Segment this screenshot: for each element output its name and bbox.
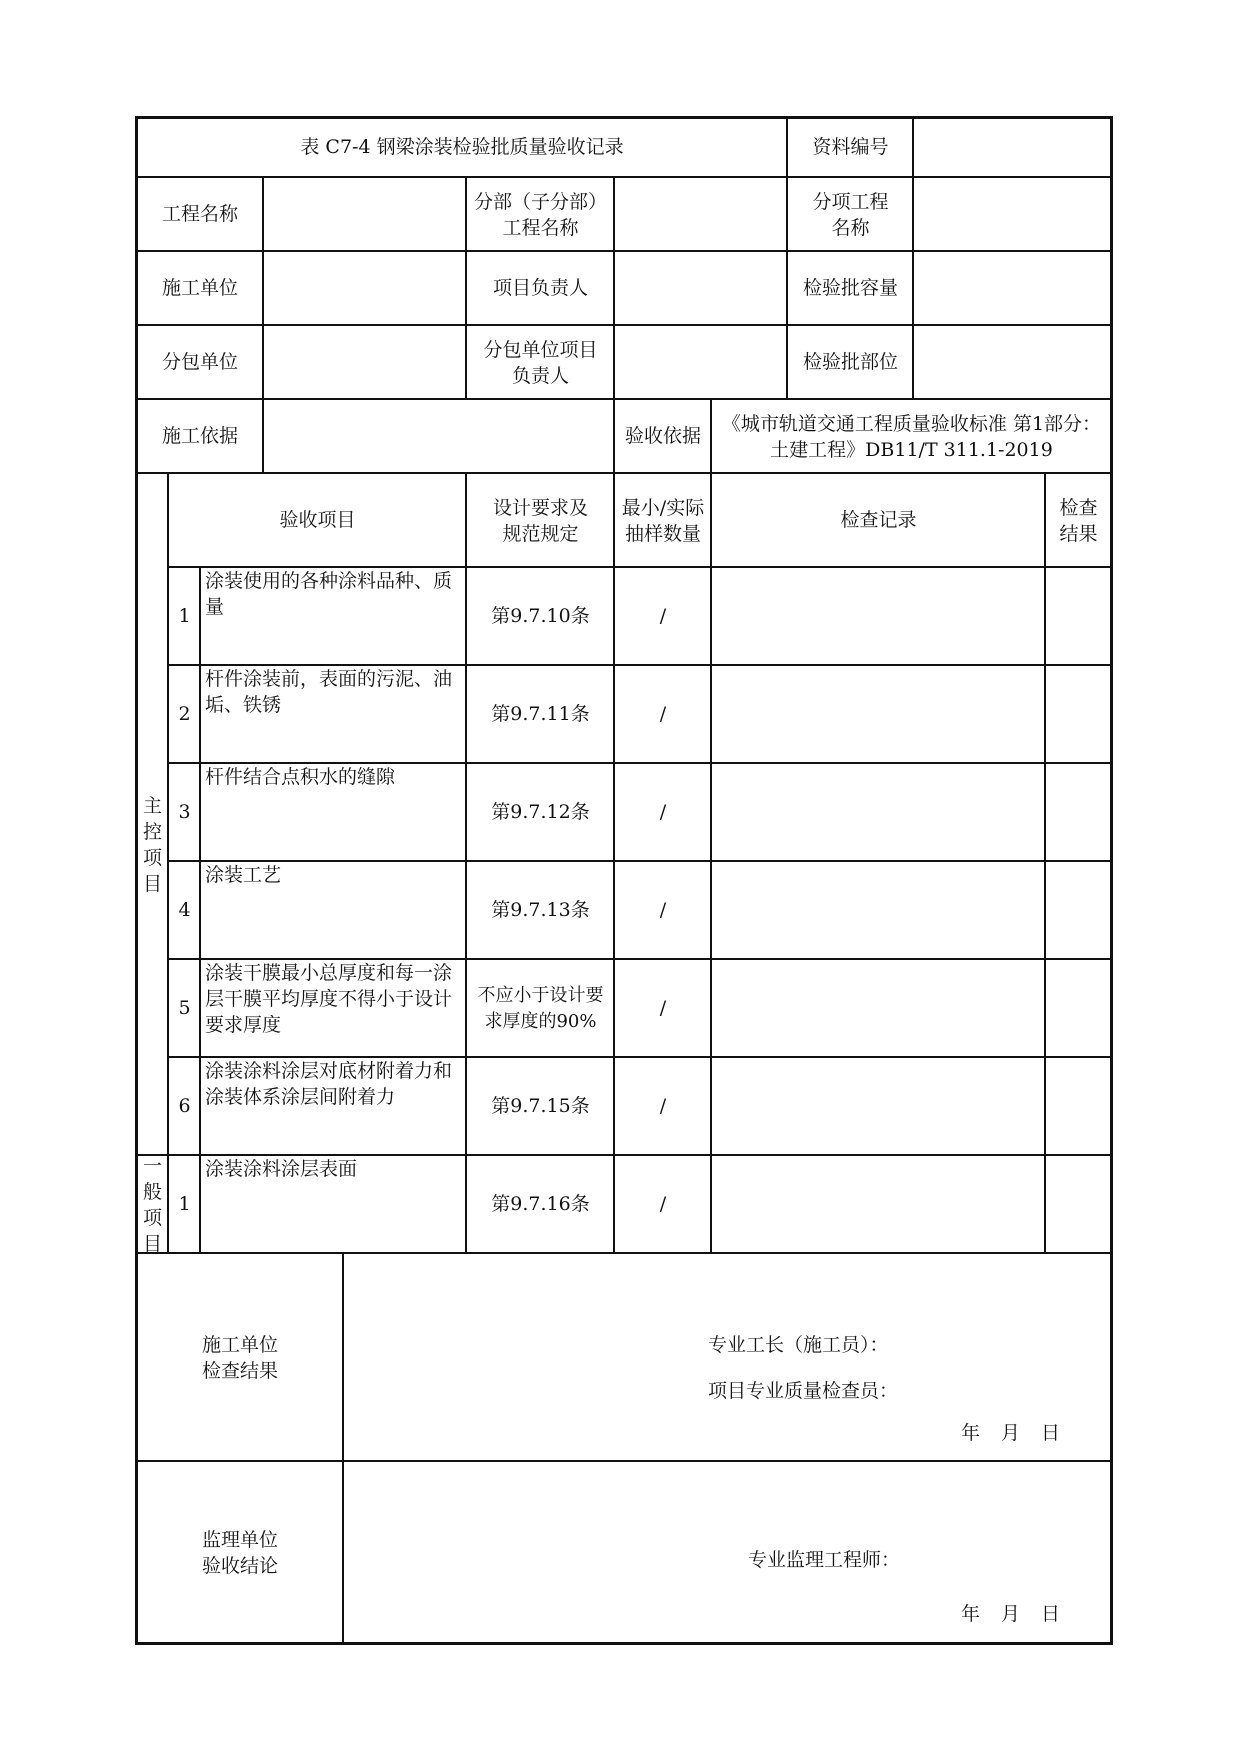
spec-clause: 第9.7.15条 (491, 1095, 590, 1117)
sample-count[interactable]: / (659, 1193, 667, 1215)
inspection-item: 杆件涂装前，表面的污泥、油 垢、铁锈 (205, 668, 453, 716)
construction-basis-field[interactable] (264, 400, 614, 473)
quality-inspector-signature-label: 项目专业质量检查员： (708, 1380, 899, 1402)
supervisor-conclusion-field[interactable] (344, 1462, 1111, 1643)
date-day: 日 (1041, 1603, 1061, 1625)
check-result-field[interactable] (1046, 666, 1111, 763)
form-title: 表 C7-4 钢梁涂装检验批质量验收记录 (300, 136, 624, 158)
row-number: 5 (178, 997, 191, 1019)
construction-basis-label: 施工依据 (161, 425, 238, 447)
contractor-label: 施工单位 (161, 277, 238, 299)
check-result-field[interactable] (1046, 960, 1111, 1057)
inspection-item: 涂装使用的各种涂料品种、质 量 (205, 570, 453, 618)
col-header-design: 设计要求及 规范规定 (492, 496, 588, 545)
check-record-field[interactable] (712, 666, 1045, 763)
col-header-sample: 最小/实际 抽样数量 (621, 496, 705, 545)
col-header-result: 检查 结果 (1059, 496, 1098, 545)
spec-clause: 第9.7.12条 (491, 801, 590, 823)
date-year: 年 (961, 1422, 981, 1444)
inspection-item: 杆件结合点积水的缝隙 (205, 766, 396, 788)
supervisor-conclusion-label: 监理单位 验收结论 (201, 1528, 278, 1577)
inspection-item: 涂装干膜最小总厚度和每一涂 层干膜平均厚度不得小于设计 要求厚度 (205, 962, 453, 1036)
acceptance-basis-label: 验收依据 (624, 425, 701, 447)
check-result-field[interactable] (1046, 764, 1111, 861)
check-record-field[interactable] (712, 1058, 1045, 1155)
sample-count[interactable]: / (659, 801, 667, 823)
subcontractor-field[interactable] (264, 326, 466, 399)
inspection-item: 涂装涂料涂层对底材附着力和 涂装体系涂层间附着力 (205, 1060, 453, 1108)
spec-clause: 第9.7.11条 (491, 703, 590, 725)
doc-number-field[interactable] (914, 118, 1111, 177)
date-day: 日 (1041, 1422, 1061, 1444)
contractor-check-label: 施工单位 检查结果 (201, 1333, 278, 1382)
check-result-field[interactable] (1046, 568, 1111, 665)
subdivision-field[interactable] (615, 178, 787, 251)
subcontractor-label: 分包单位 (161, 351, 238, 373)
check-record-field[interactable] (712, 862, 1045, 959)
project-leader-field[interactable] (615, 252, 787, 325)
col-header-record: 检查记录 (840, 509, 917, 531)
check-result-field[interactable] (1046, 1058, 1111, 1155)
sample-count[interactable]: / (659, 605, 667, 627)
contractor-check-field[interactable] (344, 1254, 1111, 1461)
subdivision-label: 分部（子分部） 工程名称 (473, 190, 607, 239)
sub-leader-label: 分包单位项目 负责人 (483, 338, 598, 387)
inspection-item: 涂装工艺 (205, 864, 282, 886)
batch-location-label: 检验批部位 (802, 351, 898, 373)
main-control-label: 主 控 项 目 (142, 795, 162, 895)
row-number: 1 (178, 605, 191, 627)
sub-leader-field[interactable] (615, 326, 787, 399)
doc-number-label: 资料编号 (812, 136, 889, 158)
acceptance-basis-value: 《城市轨道交通工程质量验收标准 第1部分： 土建工程》DB11/T 311.1-2019 (721, 412, 1102, 461)
batch-location-field[interactable] (914, 326, 1111, 399)
spec-clause: 不应小于设计要 求厚度的90% (477, 984, 604, 1032)
date-year: 年 (961, 1603, 981, 1625)
check-record-field[interactable] (712, 764, 1045, 861)
supervising-engineer-signature-label: 专业监理工程师： (748, 1549, 901, 1571)
check-record-field[interactable] (712, 568, 1045, 665)
check-record-field[interactable] (712, 960, 1045, 1057)
batch-capacity-label: 检验批容量 (802, 277, 898, 299)
date-month: 月 (1001, 1603, 1021, 1625)
foreman-signature-label: 专业工长（施工员）： (708, 1334, 889, 1356)
sample-count[interactable]: / (659, 997, 667, 1019)
sample-count[interactable]: / (659, 1095, 667, 1117)
item-name-field[interactable] (914, 178, 1111, 251)
row-number: 2 (178, 703, 191, 725)
spec-clause: 第9.7.16条 (491, 1193, 590, 1215)
spec-clause: 第9.7.10条 (491, 605, 590, 627)
col-header-item: 验收项目 (279, 509, 356, 531)
row-number: 4 (178, 899, 191, 921)
date-month: 月 (1001, 1422, 1021, 1444)
row-number: 6 (178, 1095, 191, 1117)
check-result-field[interactable] (1046, 1156, 1111, 1253)
item-name-label: 分项工程 名称 (812, 190, 889, 239)
spec-clause: 第9.7.13条 (491, 899, 590, 921)
row-number: 3 (178, 801, 191, 823)
project-name-field[interactable] (264, 178, 466, 251)
check-record-field[interactable] (712, 1156, 1045, 1253)
batch-capacity-field[interactable] (914, 252, 1111, 325)
project-leader-label: 项目负责人 (492, 277, 588, 299)
sample-count[interactable]: / (659, 703, 667, 725)
check-result-field[interactable] (1046, 862, 1111, 959)
project-name-label: 工程名称 (161, 203, 238, 225)
general-items-label: 一 般 项 目 (142, 1154, 162, 1255)
sample-count[interactable]: / (659, 899, 667, 921)
contractor-field[interactable] (264, 252, 466, 325)
row-number: 1 (178, 1193, 191, 1215)
inspection-item: 涂装涂料涂层表面 (205, 1158, 358, 1180)
